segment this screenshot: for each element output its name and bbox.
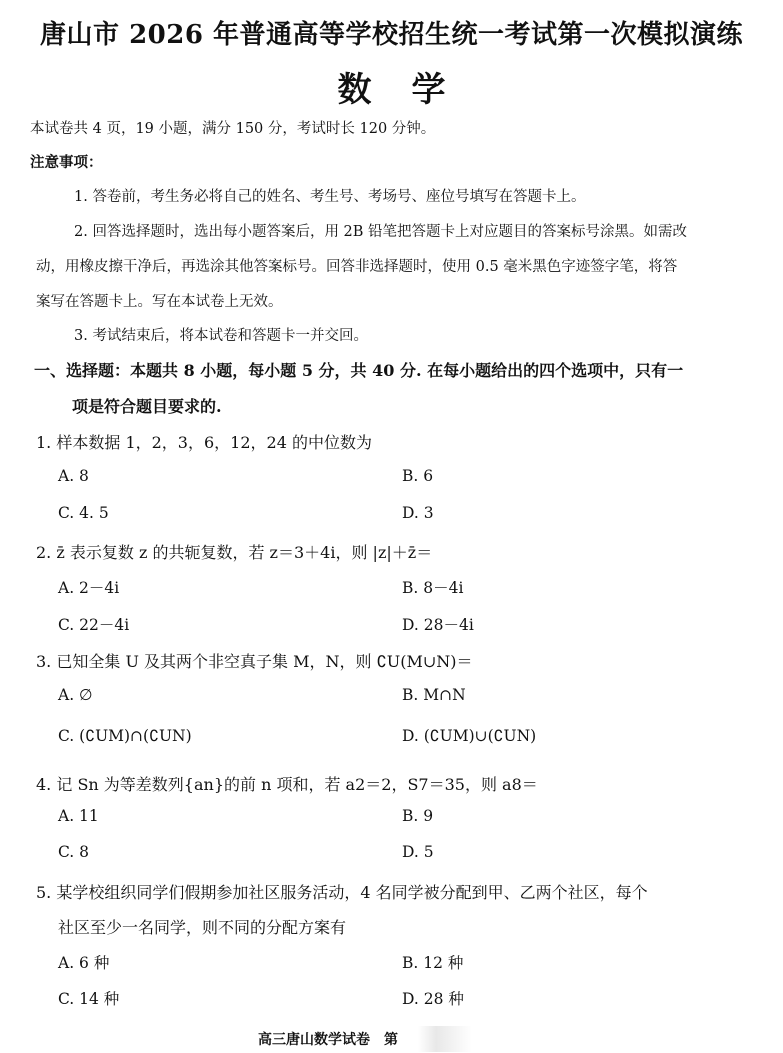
question-2-option-b: B. 8－4i xyxy=(402,579,464,597)
question-1-option-a: A. 8 xyxy=(58,467,89,485)
question-5-option-d: D. 28 种 xyxy=(402,990,464,1008)
page-footer: 高三唐山数学试卷 第 xyxy=(258,1032,398,1048)
notice-item-1: 1. 答卷前，考生务必将自己的姓名、考生号、考场号、座位号填写在答题卡上。 xyxy=(74,189,586,205)
question-5-stem-line-1: 5. 某学校组织同学们假期参加社区服务活动，4 名同学被分配到甲、乙两个社区，每个 xyxy=(36,883,648,902)
question-1-stem: 1. 样本数据 1，2，3，6，12，24 的中位数为 xyxy=(36,433,372,452)
notice-heading: 注意事项： xyxy=(30,154,103,171)
question-3-stem: 3. 已知全集 U 及其两个非空真子集 M，N，则 ∁U(M∪N)＝ xyxy=(36,652,473,671)
section-heading-line-2: 项是符合题目要求的. xyxy=(72,397,222,416)
section-heading-line-1: 一、选择题：本题共 8 小题，每小题 5 分，共 40 分. 在每小题给出的四个选项中，只有一 xyxy=(34,361,684,380)
notice-item-2-line-1: 2. 回答选择题时，选出每小题答案后，用 2B 铅笔把答题卡上对应题目的答案标号涂黑。如需改 xyxy=(74,224,688,240)
question-3-option-c: C. (∁UM)∩(∁UN) xyxy=(58,727,192,745)
exam-title: 唐山市 2026 年普通高等学校招生统一考试第一次模拟演练 xyxy=(40,20,743,50)
question-2-option-c: C. 22－4i xyxy=(58,616,130,634)
question-3-option-d: D. (∁UM)∪(∁UN) xyxy=(402,727,537,745)
question-5-stem-line-2: 社区至少一名同学，则不同的分配方案有 xyxy=(58,918,347,937)
footer-fade-overlay xyxy=(418,1026,478,1052)
question-1-option-d: D. 3 xyxy=(402,504,434,522)
question-3-option-a: A. ∅ xyxy=(58,686,93,704)
question-1-option-c: C. 4. 5 xyxy=(58,504,109,522)
question-4-option-c: C. 8 xyxy=(58,843,90,861)
question-3-option-b: B. M∩N xyxy=(402,686,466,704)
question-4-option-a: A. 11 xyxy=(58,807,99,825)
question-5-option-c: C. 14 种 xyxy=(58,990,120,1008)
question-2-option-d: D. 28－4i xyxy=(402,616,474,634)
question-4-stem: 4. 记 Sn 为等差数列{an}的前 n 项和，若 a2＝2，S7＝35，则 a8＝ xyxy=(36,775,538,794)
notice-item-2-line-2: 动，用橡皮擦干净后，再选涂其他答案标号。回答非选择题时，使用 0.5 毫米黑色字迹签字笔，将答 xyxy=(36,259,678,275)
exam-intro: 本试卷共 4 页，19 小题，满分 150 分，考试时长 120 分钟。 xyxy=(30,121,436,137)
question-4-option-b: B. 9 xyxy=(402,807,434,825)
subject-title: 数学 xyxy=(337,70,486,110)
question-4-option-d: D. 5 xyxy=(402,843,434,861)
question-5-option-b: B. 12 种 xyxy=(402,954,464,972)
notice-item-2-line-3: 案写在答题卡上。写在本试卷上无效。 xyxy=(36,294,283,310)
notice-item-3: 3. 考试结束后，将本试卷和答题卡一并交回。 xyxy=(74,328,368,344)
question-2-stem: 2. z̄ 表示复数 z 的共轭复数，若 z＝3＋4i，则 |z|＋z̄＝ xyxy=(36,543,433,562)
question-1-option-b: B. 6 xyxy=(402,467,434,485)
question-2-option-a: A. 2－4i xyxy=(58,579,120,597)
question-5-option-a: A. 6 种 xyxy=(58,954,110,972)
